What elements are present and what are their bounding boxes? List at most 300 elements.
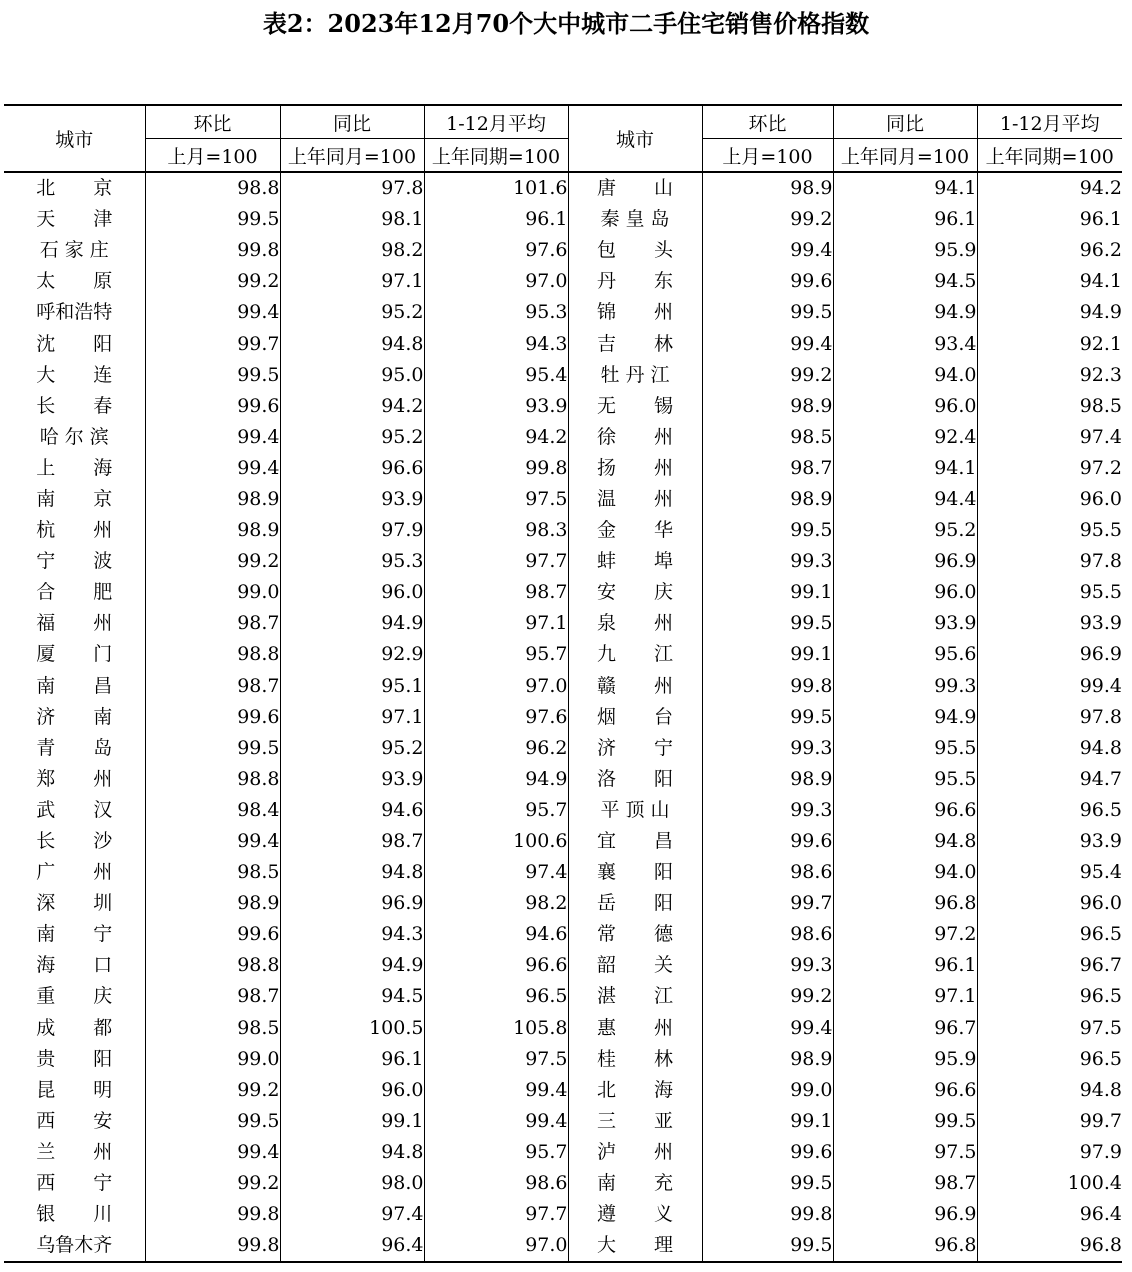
avg-cell-right: 97.8 <box>977 546 1122 577</box>
mom-cell-right: 99.6 <box>702 266 833 297</box>
table-row <box>4 297 1122 328</box>
city-cell-left: 广 州 <box>36 861 113 884</box>
yoy-cell-right: 94.5 <box>833 266 977 297</box>
avg-cell-left: 95.3 <box>424 297 568 328</box>
yoy-cell-left: 94.8 <box>280 857 424 888</box>
city-cell-right: 泸 州 <box>568 1137 702 1168</box>
city-cell-right: 泉 州 <box>568 608 702 639</box>
yoy-cell-right: 94.8 <box>833 826 977 857</box>
mom-cell-right: 98.9 <box>702 172 833 204</box>
avg-cell-right: 96.1 <box>977 204 1122 235</box>
avg-cell-right: 97.8 <box>977 702 1122 733</box>
yoy-cell-left: 94.6 <box>280 795 424 826</box>
city-cell-right: 唐 山 <box>568 172 702 204</box>
yoy-cell-left: 98.0 <box>280 1168 424 1199</box>
city-cell-left: 石 家 庄 <box>39 239 109 262</box>
mom-cell-left: 98.9 <box>145 515 280 546</box>
mom-cell-left: 98.8 <box>145 950 280 981</box>
yoy-cell-left: 96.6 <box>280 453 424 484</box>
mom-cell-right: 98.9 <box>702 764 833 795</box>
mom-cell-right: 99.3 <box>702 733 833 764</box>
avg-cell-right: 99.7 <box>977 1106 1122 1137</box>
table-row <box>4 515 1122 546</box>
city-cell-right: 安 庆 <box>568 577 702 608</box>
mom-cell-right: 99.5 <box>702 608 833 639</box>
mom-cell-left: 98.7 <box>145 981 280 1012</box>
mom-cell-left: 99.8 <box>145 235 280 266</box>
page-title: 表2：2023年12月70个大中城市二手住宅销售价格指数 <box>262 9 870 38</box>
yoy-cell-left: 96.0 <box>280 1075 424 1106</box>
avg-header-left: 1-12月平均 <box>424 105 568 139</box>
mom-cell-right: 99.5 <box>702 1230 833 1262</box>
yoy-cell-left: 94.8 <box>280 328 424 359</box>
table-row <box>4 1106 1122 1137</box>
city-cell-right: 九 江 <box>568 639 702 670</box>
city-cell-left: 西 宁 <box>36 1172 113 1195</box>
avg-cell-left: 96.6 <box>424 950 568 981</box>
yoy-cell-right: 94.9 <box>833 702 977 733</box>
city-cell-left: 哈 尔 滨 <box>39 425 109 448</box>
city-cell-left: 武 汉 <box>36 798 113 821</box>
avg-cell-left: 97.0 <box>424 1230 568 1262</box>
mom-cell-left: 99.4 <box>145 297 280 328</box>
avg-cell-right: 97.5 <box>977 1013 1122 1044</box>
city-cell-right: 岳 阳 <box>568 888 702 919</box>
table-row <box>4 1168 1122 1199</box>
city-cell-left: 厦 门 <box>36 643 113 666</box>
avg-cell-right: 96.5 <box>977 1044 1122 1075</box>
city-cell-left: 西 安 <box>36 1109 113 1132</box>
mom-cell-left: 99.4 <box>145 422 280 453</box>
mom-cell-right: 98.9 <box>702 484 833 515</box>
mom-cell-right: 99.6 <box>702 1137 833 1168</box>
mom-cell-right: 99.3 <box>702 795 833 826</box>
mom-cell-left: 99.0 <box>145 577 280 608</box>
mom-base-left: 上月=100 <box>145 139 280 173</box>
avg-cell-right: 96.9 <box>977 639 1122 670</box>
avg-cell-right: 94.2 <box>977 172 1122 204</box>
city-cell-left: 大 连 <box>36 363 113 386</box>
table-row <box>4 235 1122 266</box>
yoy-cell-left: 97.1 <box>280 702 424 733</box>
table-row <box>4 826 1122 857</box>
avg-cell-left: 105.8 <box>424 1013 568 1044</box>
yoy-cell-left: 98.1 <box>280 204 424 235</box>
yoy-cell-right: 95.2 <box>833 515 977 546</box>
avg-cell-left: 94.3 <box>424 328 568 359</box>
city-cell-left: 呼和浩特 <box>36 301 113 324</box>
city-cell-right: 金 华 <box>568 515 702 546</box>
yoy-cell-left: 98.2 <box>280 235 424 266</box>
yoy-base-right: 上年同月=100 <box>833 139 977 173</box>
yoy-cell-left: 93.9 <box>280 484 424 515</box>
avg-header-right: 1-12月平均 <box>977 105 1122 139</box>
mom-cell-left: 99.4 <box>145 1137 280 1168</box>
mom-cell-left: 98.9 <box>145 484 280 515</box>
table-row <box>4 888 1122 919</box>
mom-cell-right: 98.6 <box>702 857 833 888</box>
city-cell-right: 包 头 <box>568 235 702 266</box>
mom-header-left: 环比 <box>145 105 280 139</box>
avg-cell-left: 98.3 <box>424 515 568 546</box>
avg-cell-left: 97.7 <box>424 1199 568 1230</box>
table-row <box>4 1230 1122 1262</box>
mom-cell-left: 98.5 <box>145 857 280 888</box>
avg-cell-right: 93.9 <box>977 608 1122 639</box>
yoy-cell-left: 100.5 <box>280 1013 424 1044</box>
yoy-cell-right: 95.9 <box>833 235 977 266</box>
city-cell-right: 牡 丹 江 <box>568 360 702 391</box>
yoy-cell-right: 94.9 <box>833 297 977 328</box>
avg-cell-left: 95.7 <box>424 795 568 826</box>
yoy-cell-right: 95.5 <box>833 764 977 795</box>
avg-base-left: 上年同期=100 <box>424 139 568 173</box>
mom-cell-left: 99.4 <box>145 826 280 857</box>
avg-cell-left: 95.7 <box>424 1137 568 1168</box>
city-cell-left: 南 宁 <box>36 923 113 946</box>
yoy-cell-left: 99.1 <box>280 1106 424 1137</box>
table-row <box>4 484 1122 515</box>
yoy-cell-left: 97.1 <box>280 266 424 297</box>
city-cell-right: 桂 林 <box>568 1044 702 1075</box>
yoy-cell-left: 98.7 <box>280 826 424 857</box>
city-cell-left: 兰 州 <box>36 1140 113 1163</box>
yoy-cell-left: 96.1 <box>280 1044 424 1075</box>
mom-cell-left: 98.8 <box>145 639 280 670</box>
table-row <box>4 546 1122 577</box>
city-cell-left: 郑 州 <box>36 767 113 790</box>
avg-cell-right: 96.5 <box>977 919 1122 950</box>
city-cell-left: 天 津 <box>36 208 113 231</box>
city-cell-right: 宜 昌 <box>568 826 702 857</box>
yoy-cell-right: 95.5 <box>833 733 977 764</box>
table-row <box>4 702 1122 733</box>
yoy-cell-right: 94.4 <box>833 484 977 515</box>
mom-cell-right: 99.1 <box>702 577 833 608</box>
table-row <box>4 639 1122 670</box>
city-cell-left: 沈 阳 <box>36 332 113 355</box>
city-cell-left: 北 京 <box>36 177 113 200</box>
avg-cell-right: 95.4 <box>977 857 1122 888</box>
table-row <box>4 328 1122 359</box>
city-cell-left: 深 圳 <box>36 892 113 915</box>
city-cell-left: 南 京 <box>36 487 113 510</box>
mom-cell-right: 98.9 <box>702 391 833 422</box>
yoy-cell-right: 96.0 <box>833 577 977 608</box>
city-cell-left: 福 州 <box>36 612 113 635</box>
avg-cell-right: 96.2 <box>977 235 1122 266</box>
yoy-cell-left: 96.0 <box>280 577 424 608</box>
mom-cell-left: 98.5 <box>145 1013 280 1044</box>
avg-cell-right: 94.9 <box>977 297 1122 328</box>
city-cell-left: 乌鲁木齐 <box>36 1234 113 1257</box>
city-cell-left: 太 原 <box>36 270 113 293</box>
avg-cell-right: 97.2 <box>977 453 1122 484</box>
city-cell-right: 三 亚 <box>568 1106 702 1137</box>
yoy-cell-right: 96.1 <box>833 204 977 235</box>
yoy-cell-right: 94.1 <box>833 453 977 484</box>
mom-cell-left: 98.4 <box>145 795 280 826</box>
city-cell-left: 青 岛 <box>36 736 113 759</box>
avg-cell-right: 97.9 <box>977 1137 1122 1168</box>
yoy-cell-left: 94.3 <box>280 919 424 950</box>
yoy-cell-left: 94.5 <box>280 981 424 1012</box>
avg-cell-right: 96.8 <box>977 1230 1122 1262</box>
city-cell-right: 徐 州 <box>568 422 702 453</box>
yoy-header-left: 同比 <box>280 105 424 139</box>
yoy-cell-right: 97.1 <box>833 981 977 1012</box>
avg-cell-right: 96.4 <box>977 1199 1122 1230</box>
avg-base-right: 上年同期=100 <box>977 139 1122 173</box>
table-row <box>4 671 1122 702</box>
yoy-cell-right: 94.0 <box>833 360 977 391</box>
city-cell-left: 上 海 <box>36 456 113 479</box>
avg-cell-right: 92.1 <box>977 328 1122 359</box>
city-cell-right: 平 顶 山 <box>568 795 702 826</box>
mom-cell-right: 99.5 <box>702 297 833 328</box>
city-cell-right: 蚌 埠 <box>568 546 702 577</box>
city-cell-right: 韶 关 <box>568 950 702 981</box>
avg-cell-left: 97.6 <box>424 235 568 266</box>
city-cell-left: 贵 阳 <box>36 1047 113 1070</box>
avg-cell-right: 96.0 <box>977 888 1122 919</box>
yoy-cell-right: 93.4 <box>833 328 977 359</box>
mom-cell-left: 99.8 <box>145 1199 280 1230</box>
yoy-cell-right: 93.9 <box>833 608 977 639</box>
avg-cell-right: 96.5 <box>977 981 1122 1012</box>
avg-cell-left: 98.2 <box>424 888 568 919</box>
header-row-1 <box>4 105 1122 139</box>
table-row <box>4 608 1122 639</box>
avg-cell-right: 98.5 <box>977 391 1122 422</box>
yoy-cell-right: 97.5 <box>833 1137 977 1168</box>
yoy-cell-left: 94.2 <box>280 391 424 422</box>
mom-cell-left: 99.2 <box>145 546 280 577</box>
yoy-cell-left: 97.9 <box>280 515 424 546</box>
table-row <box>4 857 1122 888</box>
avg-cell-left: 97.7 <box>424 546 568 577</box>
avg-cell-left: 95.7 <box>424 639 568 670</box>
yoy-cell-left: 95.1 <box>280 671 424 702</box>
city-cell-right: 北 海 <box>568 1075 702 1106</box>
mom-cell-left: 99.6 <box>145 702 280 733</box>
mom-cell-right: 99.6 <box>702 826 833 857</box>
city-cell-right: 赣 州 <box>568 671 702 702</box>
city-cell-right: 烟 台 <box>568 702 702 733</box>
yoy-base-left: 上年同月=100 <box>280 139 424 173</box>
avg-cell-left: 97.1 <box>424 608 568 639</box>
table-row <box>4 981 1122 1012</box>
city-cell-left: 济 南 <box>36 705 113 728</box>
yoy-cell-right: 96.6 <box>833 1075 977 1106</box>
yoy-cell-right: 95.9 <box>833 1044 977 1075</box>
mom-base-right: 上月=100 <box>702 139 833 173</box>
yoy-cell-right: 96.7 <box>833 1013 977 1044</box>
yoy-cell-left: 95.3 <box>280 546 424 577</box>
avg-cell-left: 99.8 <box>424 453 568 484</box>
mom-cell-right: 99.8 <box>702 1199 833 1230</box>
mom-cell-right: 99.4 <box>702 235 833 266</box>
yoy-cell-left: 96.4 <box>280 1230 424 1262</box>
mom-cell-right: 98.7 <box>702 453 833 484</box>
yoy-cell-left: 95.2 <box>280 733 424 764</box>
price-index-table <box>4 104 1122 1263</box>
mom-cell-right: 99.4 <box>702 1013 833 1044</box>
avg-cell-right: 96.5 <box>977 795 1122 826</box>
table-row <box>4 360 1122 391</box>
mom-cell-right: 99.5 <box>702 515 833 546</box>
yoy-cell-left: 92.9 <box>280 639 424 670</box>
mom-cell-right: 99.3 <box>702 546 833 577</box>
mom-cell-right: 99.2 <box>702 981 833 1012</box>
table-row <box>4 422 1122 453</box>
avg-cell-right: 95.5 <box>977 577 1122 608</box>
table-row <box>4 919 1122 950</box>
mom-cell-left: 99.0 <box>145 1044 280 1075</box>
mom-cell-right: 99.4 <box>702 328 833 359</box>
avg-cell-left: 97.4 <box>424 857 568 888</box>
table-row <box>4 795 1122 826</box>
avg-cell-left: 94.6 <box>424 919 568 950</box>
city-cell-right: 丹 东 <box>568 266 702 297</box>
city-cell-right: 惠 州 <box>568 1013 702 1044</box>
yoy-cell-left: 95.2 <box>280 297 424 328</box>
table-row <box>4 733 1122 764</box>
mom-cell-left: 99.5 <box>145 1106 280 1137</box>
avg-cell-right: 97.4 <box>977 422 1122 453</box>
mom-cell-right: 99.8 <box>702 671 833 702</box>
table-row <box>4 1199 1122 1230</box>
mom-cell-right: 99.5 <box>702 702 833 733</box>
avg-cell-right: 94.1 <box>977 266 1122 297</box>
yoy-cell-left: 97.4 <box>280 1199 424 1230</box>
city-cell-right: 襄 阳 <box>568 857 702 888</box>
mom-cell-left: 98.7 <box>145 608 280 639</box>
mom-cell-left: 99.7 <box>145 328 280 359</box>
avg-cell-left: 95.4 <box>424 360 568 391</box>
avg-cell-right: 92.3 <box>977 360 1122 391</box>
city-cell-right: 湛 江 <box>568 981 702 1012</box>
avg-cell-left: 94.9 <box>424 764 568 795</box>
mom-header-right: 环比 <box>702 105 833 139</box>
table-row <box>4 950 1122 981</box>
city-cell-right: 遵 义 <box>568 1199 702 1230</box>
yoy-cell-right: 94.0 <box>833 857 977 888</box>
mom-cell-left: 99.2 <box>145 266 280 297</box>
yoy-cell-right: 92.4 <box>833 422 977 453</box>
avg-cell-left: 98.7 <box>424 577 568 608</box>
yoy-cell-right: 98.7 <box>833 1168 977 1199</box>
yoy-cell-left: 93.9 <box>280 764 424 795</box>
avg-cell-left: 97.0 <box>424 266 568 297</box>
table-row <box>4 1013 1122 1044</box>
mom-cell-left: 99.4 <box>145 453 280 484</box>
city-cell-left: 昆 明 <box>36 1078 113 1101</box>
city-cell-left: 银 川 <box>36 1203 113 1226</box>
table-row <box>4 204 1122 235</box>
mom-cell-left: 99.5 <box>145 204 280 235</box>
yoy-cell-right: 96.9 <box>833 546 977 577</box>
avg-cell-right: 99.4 <box>977 671 1122 702</box>
yoy-cell-left: 97.8 <box>280 172 424 204</box>
avg-cell-left: 99.4 <box>424 1106 568 1137</box>
avg-cell-left: 99.4 <box>424 1075 568 1106</box>
avg-cell-left: 101.6 <box>424 172 568 204</box>
city-cell-left: 长 沙 <box>36 830 113 853</box>
avg-cell-left: 96.1 <box>424 204 568 235</box>
mom-cell-right: 99.0 <box>702 1075 833 1106</box>
header-row-2 <box>4 139 1122 173</box>
table-row <box>4 172 1122 204</box>
yoy-cell-left: 94.9 <box>280 608 424 639</box>
mom-cell-right: 98.9 <box>702 1044 833 1075</box>
yoy-cell-right: 94.1 <box>833 172 977 204</box>
city-cell-right: 大 理 <box>568 1230 702 1262</box>
city-cell-left: 杭 州 <box>36 519 113 542</box>
yoy-cell-right: 96.1 <box>833 950 977 981</box>
avg-cell-left: 97.0 <box>424 671 568 702</box>
yoy-cell-right: 96.8 <box>833 1230 977 1262</box>
avg-cell-right: 94.8 <box>977 733 1122 764</box>
city-cell-left: 海 口 <box>36 954 113 977</box>
avg-cell-left: 97.6 <box>424 702 568 733</box>
mom-cell-right: 99.7 <box>702 888 833 919</box>
city-cell-right: 南 充 <box>568 1168 702 1199</box>
avg-cell-left: 98.6 <box>424 1168 568 1199</box>
mom-cell-right: 99.1 <box>702 1106 833 1137</box>
table-row <box>4 266 1122 297</box>
mom-cell-left: 98.8 <box>145 764 280 795</box>
yoy-cell-left: 94.8 <box>280 1137 424 1168</box>
city-cell-right: 扬 州 <box>568 453 702 484</box>
yoy-cell-right: 97.2 <box>833 919 977 950</box>
yoy-cell-right: 96.0 <box>833 391 977 422</box>
mom-cell-right: 99.2 <box>702 204 833 235</box>
mom-cell-left: 99.6 <box>145 919 280 950</box>
mom-cell-right: 99.1 <box>702 639 833 670</box>
mom-cell-left: 98.7 <box>145 671 280 702</box>
avg-cell-right: 96.0 <box>977 484 1122 515</box>
mom-cell-right: 99.3 <box>702 950 833 981</box>
mom-cell-right: 99.5 <box>702 1168 833 1199</box>
yoy-cell-right: 96.9 <box>833 1199 977 1230</box>
avg-cell-right: 95.5 <box>977 515 1122 546</box>
table-body <box>4 172 1122 1262</box>
avg-cell-right: 100.4 <box>977 1168 1122 1199</box>
city-cell-right: 秦 皇 岛 <box>568 204 702 235</box>
city-cell-right: 济 宁 <box>568 733 702 764</box>
table-row <box>4 1137 1122 1168</box>
yoy-cell-left: 95.2 <box>280 422 424 453</box>
mom-cell-left: 99.5 <box>145 360 280 391</box>
city-cell-right: 常 德 <box>568 919 702 950</box>
city-cell-left: 重 庆 <box>36 985 113 1008</box>
avg-cell-left: 97.5 <box>424 484 568 515</box>
mom-cell-left: 99.5 <box>145 733 280 764</box>
mom-cell-left: 98.8 <box>145 172 280 204</box>
yoy-cell-left: 94.9 <box>280 950 424 981</box>
city-cell-left: 长 春 <box>36 394 113 417</box>
mom-cell-right: 99.2 <box>702 360 833 391</box>
city-header-left: 城市 <box>4 105 145 172</box>
avg-cell-left: 96.2 <box>424 733 568 764</box>
city-cell-right: 吉 林 <box>568 328 702 359</box>
yoy-cell-right: 96.8 <box>833 888 977 919</box>
avg-cell-left: 100.6 <box>424 826 568 857</box>
city-cell-right: 温 州 <box>568 484 702 515</box>
mom-cell-left: 98.9 <box>145 888 280 919</box>
yoy-cell-left: 96.9 <box>280 888 424 919</box>
